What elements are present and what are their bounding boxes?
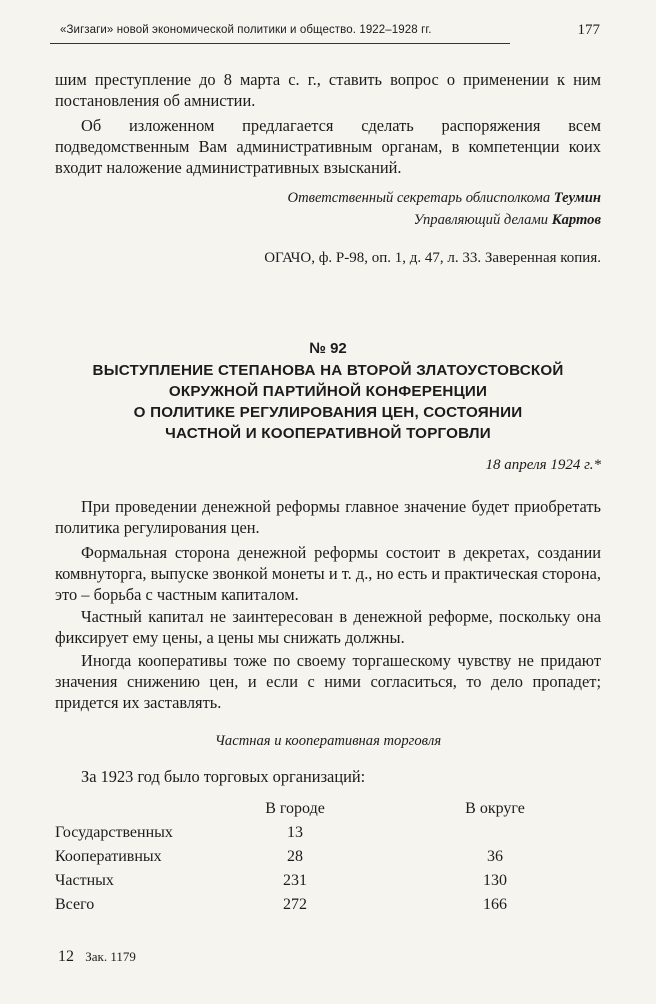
continuation-paragraph: шим преступление до 8 марта с. г., ставить вопрос о применении к ним постановления об амнистии.: [55, 70, 601, 110]
signature-role: Ответственный секретарь облисполкома: [287, 190, 551, 206]
table-cell: Кооперативных: [55, 848, 162, 865]
table-cell: 130: [483, 872, 507, 889]
page-number: 177: [577, 22, 600, 38]
table-cell: Всего: [55, 896, 95, 913]
running-title: «Зигзаги» новой экономической политики и общество. 1922–1928 гг.: [60, 24, 432, 36]
table-cell: 28: [287, 848, 303, 865]
continuation-paragraph: Об изложенном предлагается сделать распоряжения всем подведомственным Вам административным органам, в компетенции коих входит наложение административных взысканий.: [55, 116, 601, 177]
table-intro: За 1923 год было торговых организаций:: [81, 767, 366, 786]
title-line: ВЫСТУПЛЕНИЕ СТЕПАНОВА НА ВТОРОЙ ЗЛАТОУСТОВСКОЙ: [92, 362, 564, 379]
table-header-cell: В городе: [265, 800, 325, 817]
running-head: [50, 22, 600, 46]
signature-name: Теумин: [553, 190, 601, 206]
signature-role: Управляющий делами: [413, 212, 549, 228]
archival-source: ОГАЧО, ф. Р-98, оп. 1, д. 47, л. 33. Заверенная копия.: [264, 250, 601, 266]
table-row: [55, 824, 601, 848]
table-row: [55, 896, 601, 920]
document-number: № 92: [309, 340, 347, 357]
document-date: 18 апреля 1924 г.*: [485, 457, 601, 473]
signature-line: [288, 190, 601, 207]
table-cell: 231: [283, 872, 307, 889]
table-cell: 36: [487, 848, 503, 865]
printer-footer: [58, 948, 136, 966]
signature-mark: 12: [58, 948, 74, 965]
table-row: [55, 872, 601, 896]
signature-name: Картов: [551, 212, 601, 228]
title-line: ОКРУЖНОЙ ПАРТИЙНОЙ КОНФЕРЕНЦИИ: [168, 383, 488, 400]
table-cell: 166: [483, 896, 507, 913]
table-header-row: [55, 800, 601, 824]
header-rule: [50, 43, 510, 44]
title-line: О ПОЛИТИКЕ РЕГУЛИРОВАНИЯ ЦЕН, СОСТОЯНИИ: [133, 404, 523, 421]
document-title: [40, 360, 616, 444]
body-paragraph: При проведении денежной реформы главное значение будет приобретать политика регулирования цен.: [55, 497, 601, 537]
table-cell: 272: [283, 896, 307, 913]
table-row: [55, 848, 601, 872]
body-paragraph: Формальная сторона денежной реформы состоит в декретах, создании комвнуторга, выпуске звонкой монеты и т. д., но есть и практическая сторона, это – борьба с частным капиталом.: [55, 543, 601, 604]
signature-line: [414, 212, 601, 229]
organizations-table: [55, 800, 601, 920]
table-cell: Частных: [55, 872, 114, 889]
table-cell: Государственных: [55, 824, 173, 841]
title-line: ЧАСТНОЙ И КООПЕРАТИВНОЙ ТОРГОВЛИ: [165, 425, 491, 442]
table-header-cell: В округе: [465, 800, 525, 817]
order-number: Зак. 1179: [85, 949, 136, 964]
table-cell: 13: [287, 824, 303, 841]
body-paragraph: Частный капитал не заинтересован в денежной реформе, поскольку она фиксирует ему цены, а цены мы снижать должны.: [55, 607, 601, 647]
section-heading: Частная и кооперативная торговля: [214, 733, 442, 749]
body-paragraph: Иногда кооперативы тоже по своему торгашескому чувству не придают значения снижению цен, и если с ними согласиться, то дело пропадет; придется их заставлять.: [55, 651, 601, 712]
